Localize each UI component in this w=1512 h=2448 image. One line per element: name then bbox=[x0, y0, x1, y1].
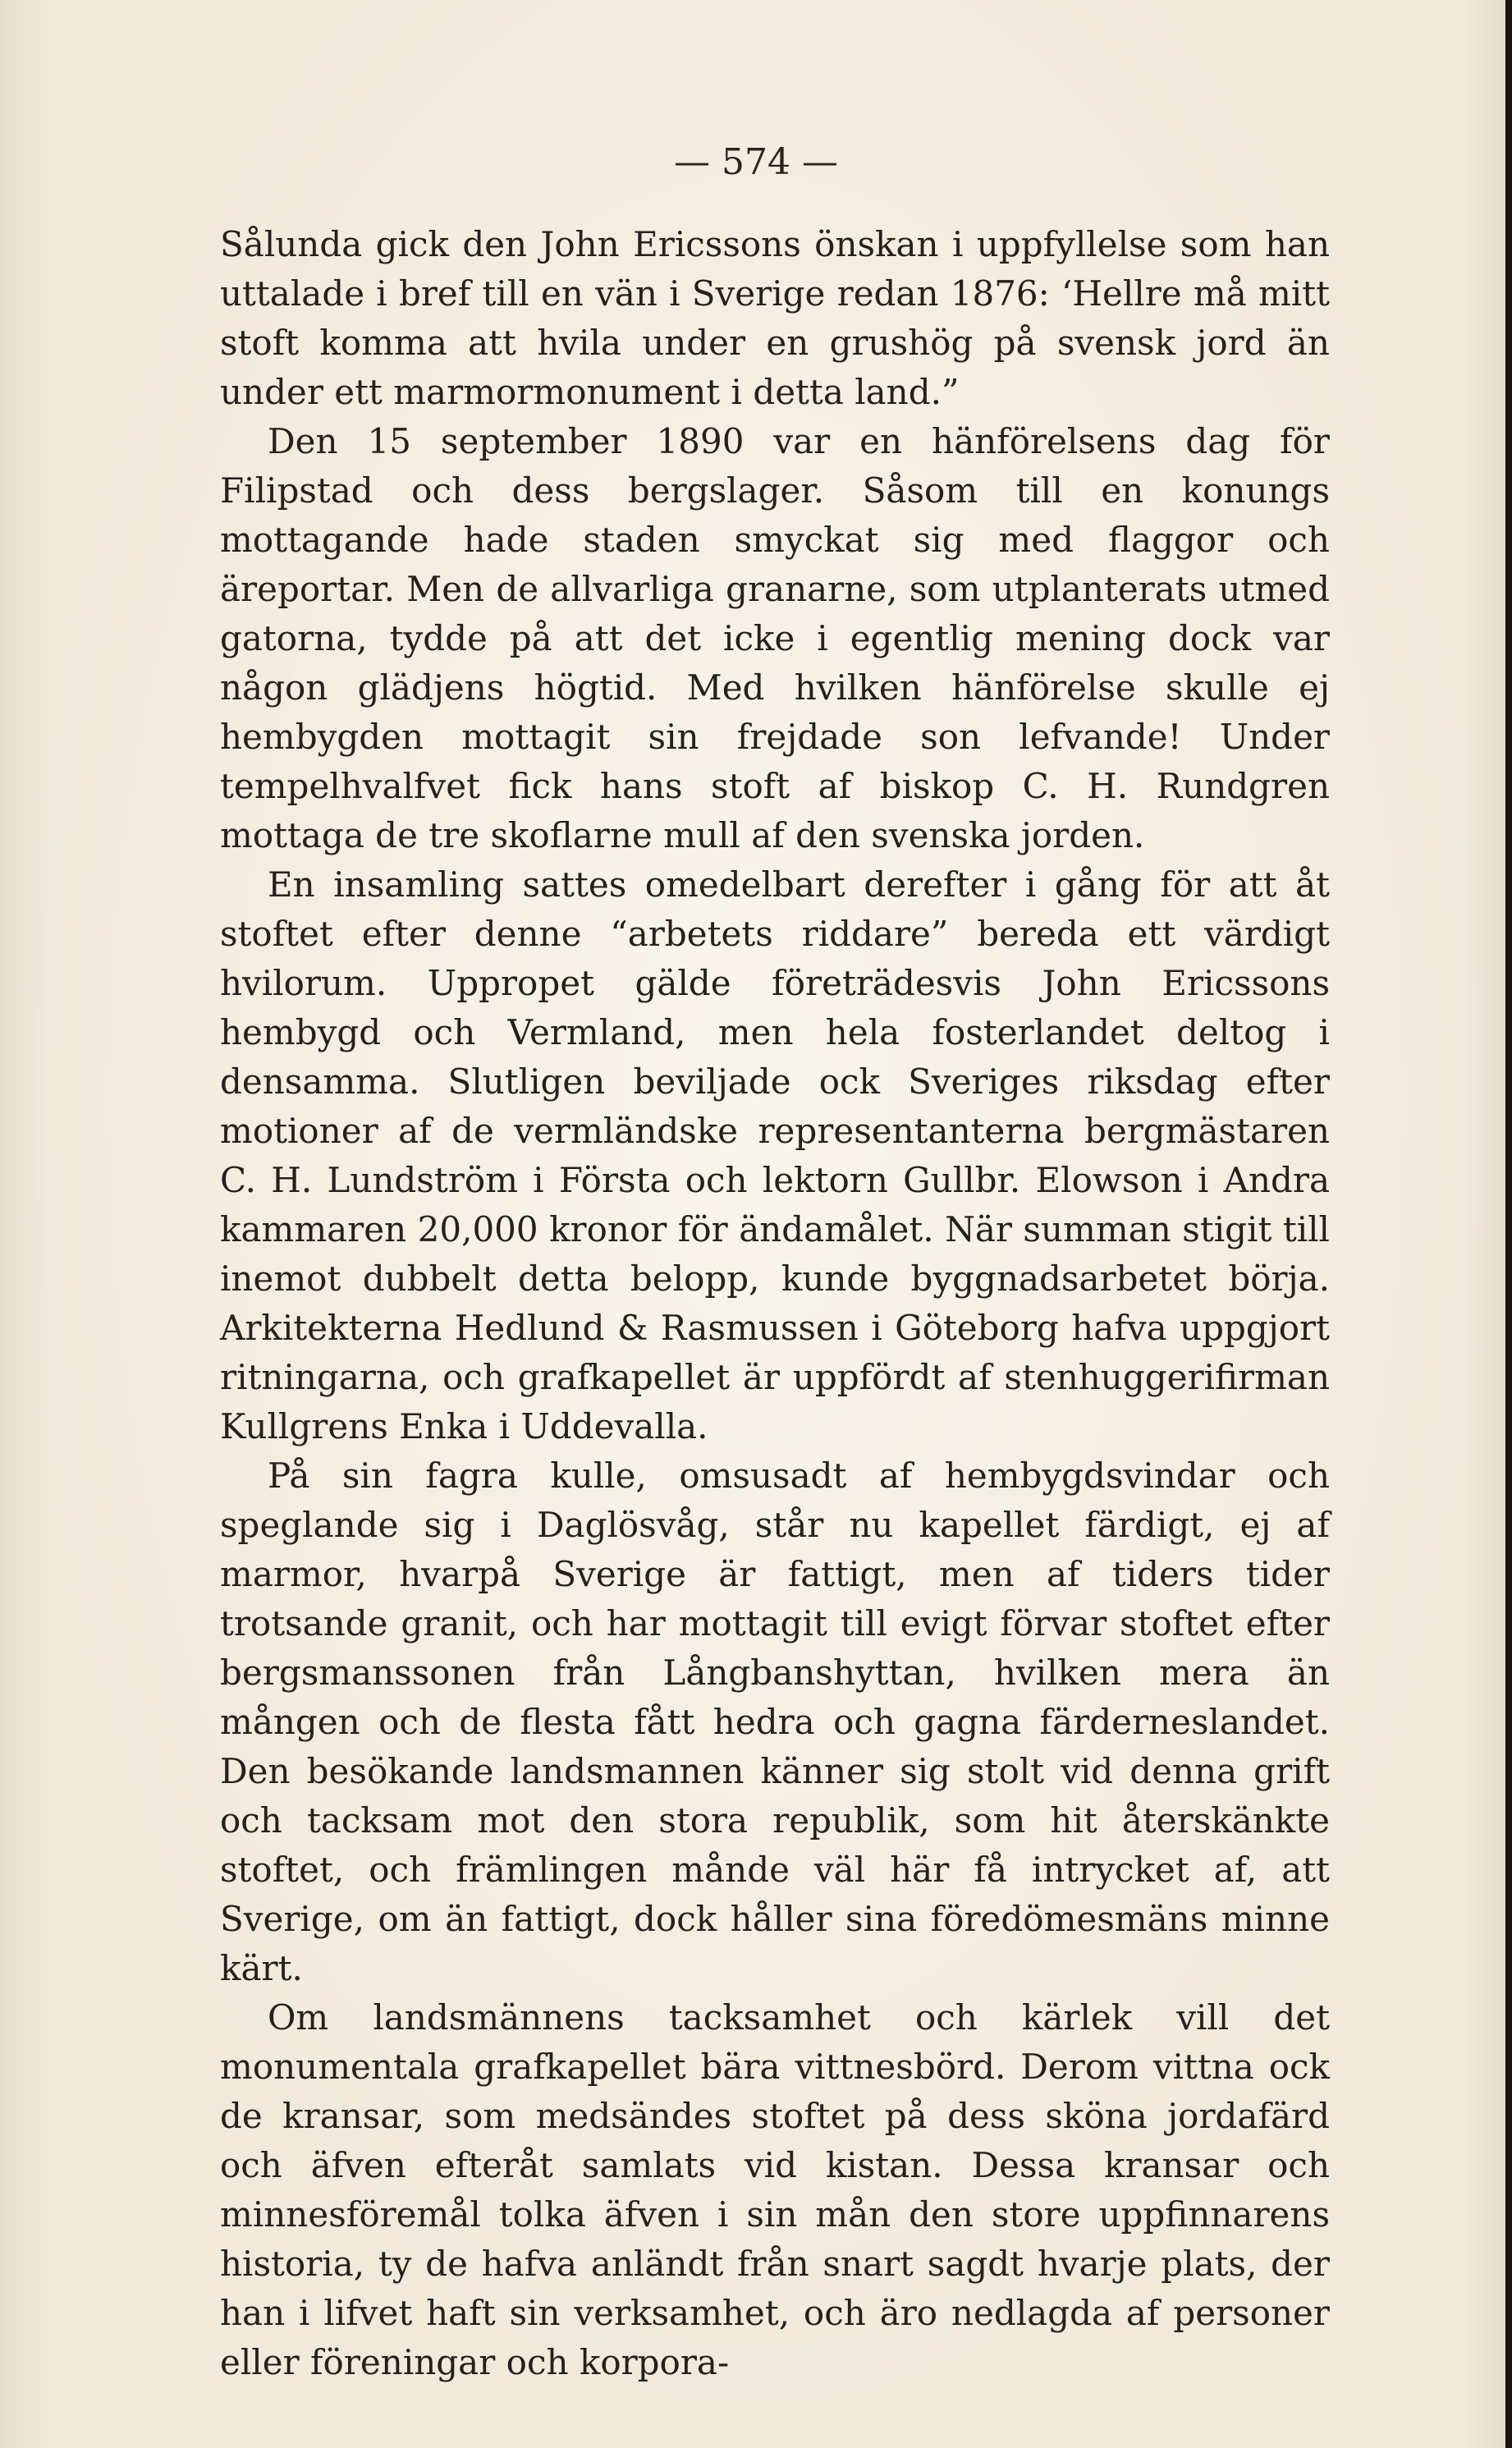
page-edge-shadow bbox=[1505, 0, 1512, 2448]
paragraph-4: På sin fagra kulle, omsusadt af hembygdsvindar och speglande sig i Daglösvåg, står nu kapellet färdigt, ej af marmor, hvarpå Sverige är fattigt, men af tiders tider trotsande granit, och har mottagit till evigt förvar stoftet efter bergsmanssonen från Långbanshyttan, hvilken mera än mången och de flesta fått hedra och gagna färderneslandet. Den besökande landsmannen känner sig stolt vid denna grift och tacksam mot den stora republik, som hit återskänkte stoftet, och främlingen månde väl här få intrycket af, att Sverige, om än fattigt, dock håller sina föredömesmäns minne kärt. bbox=[220, 1456, 1330, 1988]
paragraph-3: En insamling sattes omedelbart derefter i gång för att åt stoftet efter denne “arbetets riddare” bereda ett värdigt hvilorum. Uppropet gälde företrädesvis John Ericssons hembygd och Vermland, men hela fosterlandet deltog i densamma. Slutligen beviljade ock Sveriges riksdag efter motioner af de vermländske representanterna bergmästaren C. H. Lundström i Första och lektorn Gullbr. Elowson i Andra kammaren 20,000 kronor för ändamålet. När summan stigit till inemot dubbelt detta belopp, kunde byggnadsarbetet börja. Arkitekterna Hedlund & Rasmussen i Göteborg hafva uppgjort ritningarna, och grafkapellet är uppfördt af stenhuggerifirman Kullgrens Enka i Uddevalla. bbox=[220, 864, 1330, 1446]
paragraph-1: Sålunda gick den John Ericssons önskan i uppfyllelse som han uttalade i bref till en vän i Sverige redan 1876: ‘Hellre må mitt stoft komma att hvila under en grushög på svensk jord än under ett marmormonument i detta land.” bbox=[220, 224, 1330, 412]
page-number: — 574 — bbox=[674, 141, 838, 183]
paragraph-5: Om landsmännens tacksamhet och kärlek vill det monumentala grafkapellet bära vittnesbörd. Derom vittna ock de kransar, som medsändes stoftet på dess sköna jordafärd och äfven efteråt samlats vid kistan. Dessa kransar och minnesföremål tolka äfven i sin mån den store uppfinnarens historia, ty de hafva anländt från snart sagdt hvarje plats, der han i lifvet haft sin verksamhet, och äro nedlagda af personer eller föreningar och korpora- bbox=[220, 1997, 1330, 2382]
paragraph-2: Den 15 september 1890 var en hänförelsens dag för Filipstad och dess bergslager. Såsom till en konungs mottagande hade staden smyckat sig med flaggor och äreportar. Men de allvarliga granarne, som utplanterats utmed gatorna, tydde på att det icke i egentlig mening dock var någon glädjens högtid. Med hvilken hänförelse skulle ej hembygden mottagit sin frejdade son lefvande! Under tempelhvalfvet fick hans stoft af biskop C. H. Rundgren mottaga de tre skoflarne mull af den svenska jorden. bbox=[220, 421, 1330, 855]
body-text bbox=[220, 220, 1330, 2387]
